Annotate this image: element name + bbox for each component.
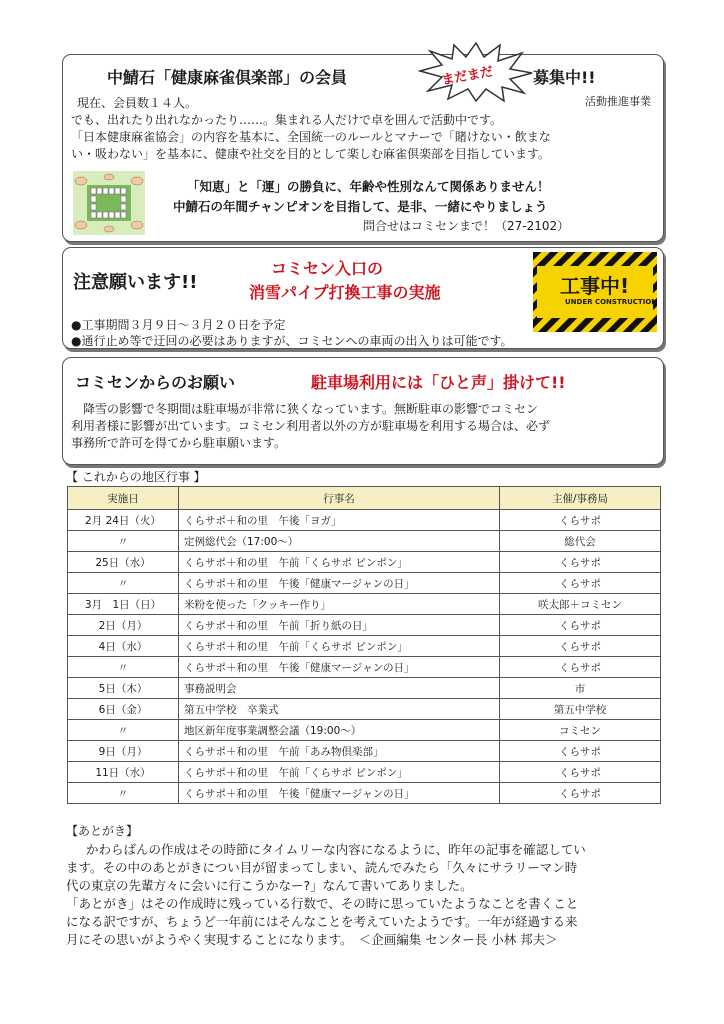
club-title-end: 募集中!! bbox=[533, 68, 596, 87]
sign-sub-text: UNDER CONSTRUCTION bbox=[565, 298, 658, 306]
event-org: くらサポ bbox=[500, 552, 661, 573]
event-date: 〃 bbox=[68, 657, 179, 678]
event-date: 6日（金） bbox=[68, 699, 179, 720]
event-name: くらサポ＋和の里 午後「ヨガ」 bbox=[179, 510, 500, 531]
event-name: くらサポ＋和の里 午前「折り紙の日」 bbox=[179, 615, 500, 636]
afterword-heading: 【あとがき】 bbox=[66, 824, 139, 838]
event-org: くらサポ bbox=[500, 615, 661, 636]
event-date: 〃 bbox=[68, 720, 179, 741]
event-date: 2月 24日（火） bbox=[68, 510, 179, 531]
event-org: くらサポ bbox=[500, 510, 661, 531]
mahjong-illustration-icon bbox=[73, 171, 145, 235]
table-row bbox=[68, 699, 661, 720]
afterword-line: 「あとがき」はその作成時に残っている行数で、その時に思っていたようなことを書くこと bbox=[66, 896, 579, 911]
event-name: くらサポ＋和の里 午前「くらサポ ピンポン」 bbox=[179, 762, 500, 783]
event-date: 25日（水） bbox=[68, 552, 179, 573]
event-org: 第五中学校 bbox=[500, 699, 661, 720]
event-org: 市 bbox=[500, 678, 661, 699]
event-org: くらサポ bbox=[500, 657, 661, 678]
table-header-row bbox=[68, 487, 661, 510]
event-date: 3月 1日（日） bbox=[68, 594, 179, 615]
events-heading: 【 これからの地区行事 】 bbox=[66, 470, 206, 484]
afterword-line: かわらばんの作成はその時節にタイムリーな内容になるように、昨年の記事を確認してい bbox=[86, 842, 586, 857]
event-date: 4日（水） bbox=[68, 636, 179, 657]
notice-title: 注意願います!! bbox=[73, 272, 198, 293]
parking-text-line: 利用者様に影響が出ています。コミセン利用者以外の方が駐車場を利用する場合は、必ず bbox=[71, 419, 551, 433]
notice-period: ●工事期間３月９日～３月２０日を予定 bbox=[71, 318, 286, 332]
club-title: 中鯖石「健康麻雀倶楽部」の会員 bbox=[107, 68, 348, 87]
notice-headline-1: コミセン入口の bbox=[271, 259, 384, 278]
afterword-line: 代の東京の先輩方々に会いに行こうかなー?」なんて書いてありました。 bbox=[66, 878, 473, 893]
club-text-line: い・吸わない」を基本に、健康や社交を目的として楽しむ麻雀倶楽部を目指しています。 bbox=[71, 147, 551, 161]
table-row bbox=[68, 531, 661, 552]
event-org: コミセン bbox=[500, 720, 661, 741]
event-name: くらサポ＋和の里 午後「健康マージャンの日」 bbox=[179, 783, 500, 804]
event-name: くらサポ＋和の里 午前「くらサポ ピンポン」 bbox=[179, 552, 500, 573]
club-bold-line: 「知恵」と「運」の勝負に、年齢や性別なんて関係ありません！ bbox=[187, 179, 550, 194]
event-org: 総代会 bbox=[500, 531, 661, 552]
table-row bbox=[68, 783, 661, 804]
event-name: くらサポ＋和の里 午前「あみ物倶楽部」 bbox=[179, 741, 500, 762]
event-date: 11日（水） bbox=[68, 762, 179, 783]
event-org: 咲太郎＋コミセン bbox=[500, 594, 661, 615]
event-date: 9日（月） bbox=[68, 741, 179, 762]
table-row bbox=[68, 573, 661, 594]
event-name: 地区新年度事業調整会議（19:00～） bbox=[179, 720, 500, 741]
parking-text-line: 事務所で許可を得てから駐車願います。 bbox=[71, 436, 287, 450]
sign-main-text: 工事中! bbox=[560, 274, 630, 298]
club-bold-line: 中鯖石の年間チャンピオンを目指して、是非、一緒にやりましょう bbox=[173, 199, 548, 214]
club-text-line: 「日本健康麻雀協会」の内容を基本に、全国統一のルールとマナーで「賭けない・飲まな bbox=[71, 130, 551, 144]
table-row bbox=[68, 615, 661, 636]
table-row bbox=[68, 510, 661, 531]
parking-title: コミセンからのお願い bbox=[75, 373, 236, 392]
event-org: くらサポ bbox=[500, 573, 661, 594]
burst-label: まだまだ bbox=[440, 64, 495, 89]
event-date: 2日（月） bbox=[68, 615, 179, 636]
table-row bbox=[68, 741, 661, 762]
afterword-line: になる訳ですが、ちょうど一年前にはそんなことを考えていたようです。一年が経過する来 bbox=[66, 914, 578, 929]
table-row bbox=[68, 636, 661, 657]
notice-headline-2: 消雪パイプ打換工事の実施 bbox=[249, 283, 441, 302]
event-name: 米粉を使った「クッキー作り」 bbox=[179, 594, 500, 615]
table-row bbox=[68, 552, 661, 573]
event-date: 5日（木） bbox=[68, 678, 179, 699]
event-org: くらサポ bbox=[500, 636, 661, 657]
col-org: 主催/事務局 bbox=[500, 487, 661, 510]
event-org: くらサポ bbox=[500, 741, 661, 762]
parking-text-line: 降雪の影響で冬期間は駐車場が非常に狭くなっています。無断駐車の影響でコミセン bbox=[83, 402, 539, 416]
event-name: 事務説明会 bbox=[179, 678, 500, 699]
club-department: 活動推進事業 bbox=[585, 95, 651, 108]
event-org: くらサポ bbox=[500, 762, 661, 783]
event-name: 第五中学校 卒業式 bbox=[179, 699, 500, 720]
event-name: くらサポ＋和の里 午前「くらサポ ピンポン」 bbox=[179, 636, 500, 657]
table-row bbox=[68, 720, 661, 741]
parking-request-section bbox=[62, 357, 664, 465]
notice-detail: ●通行止め等で迂回の必要はありますが、コミセンへの車両の出入りは可能です。 bbox=[71, 334, 513, 348]
event-name: 定例総代会（17:00～） bbox=[179, 531, 500, 552]
club-contact: 問合せはコミセンまで！（27-2102） bbox=[363, 219, 570, 233]
event-org: くらサポ bbox=[500, 783, 661, 804]
event-name: くらサポ＋和の里 午後「健康マージャンの日」 bbox=[179, 657, 500, 678]
event-date: 〃 bbox=[68, 783, 179, 804]
construction-notice-section bbox=[62, 247, 664, 349]
col-name: 行事名 bbox=[179, 487, 500, 510]
club-text-line: でも、出れたり出れなかったり……。集まれる人だけで卓を囲んで活動中です。 bbox=[71, 113, 503, 127]
afterword-line: 月にその思いがようやく実現することになります。 ＜企画編集 センター長 小林 邦夫＞ bbox=[66, 932, 558, 947]
table-row bbox=[68, 657, 661, 678]
parking-headline: 駐車場利用には「ひと声」掛けて!! bbox=[311, 373, 566, 392]
table-row bbox=[68, 762, 661, 783]
table-row bbox=[68, 678, 661, 699]
col-date: 実施日 bbox=[68, 487, 179, 510]
table-row bbox=[68, 594, 661, 615]
event-name: くらサポ＋和の里 午後「健康マージャンの日」 bbox=[179, 573, 500, 594]
afterword-line: ます。その中のあとがきについ目が留まってしまい、読んでみたら「久々にサラリーマン時 bbox=[66, 860, 578, 875]
events-table bbox=[67, 486, 661, 804]
club-recruit-section bbox=[62, 54, 664, 242]
event-date: 〃 bbox=[68, 573, 179, 594]
event-date: 〃 bbox=[68, 531, 179, 552]
club-text-line: 現在、会員数１４人。 bbox=[77, 96, 198, 110]
